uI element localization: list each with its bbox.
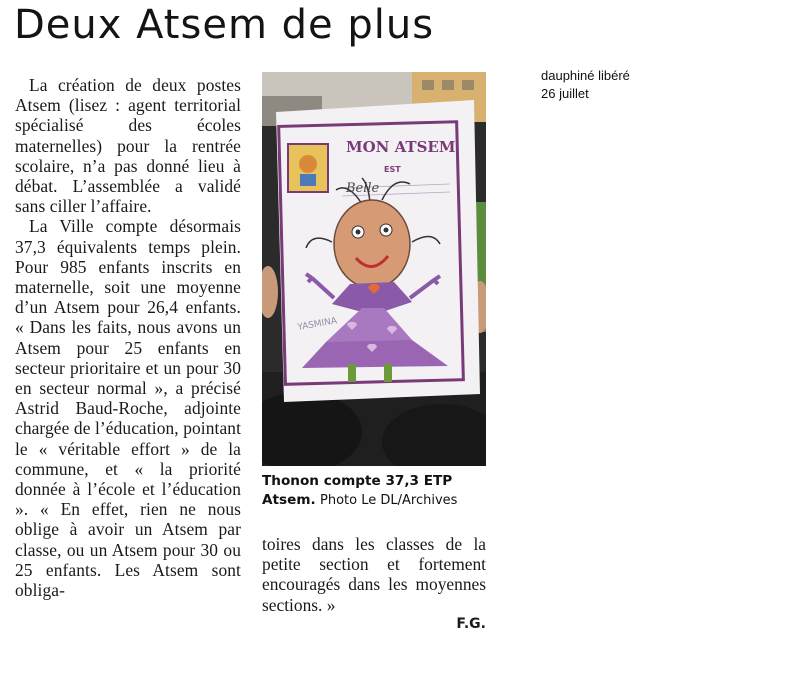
- article-signature: F.G.: [456, 616, 486, 632]
- caption-credit: Photo Le DL/Archives: [320, 493, 458, 508]
- drawing-title: MON ATSEM: [346, 138, 456, 156]
- article-continuation: toires dans les classes de la petite section et fortement encouragés dans les moyennes sections. »: [262, 534, 486, 615]
- article-headline: Deux Atsem de plus: [14, 2, 435, 48]
- article-body-column-left: [15, 75, 241, 600]
- drawing-word: Belle: [346, 181, 380, 196]
- source-note: [541, 67, 630, 103]
- article-paragraph-1: La création de deux postes Atsem (lisez : agent territorial spécialisé des écoles maternelles) pour la rentrée scolaire, n’a pas donné lieu à débat. L’assemblée a validé sans ciller l’affaire.: [15, 75, 241, 217]
- photo-caption: [262, 472, 492, 510]
- article-paragraph-2: La Ville compte désormais 37,3 équivalents temps plein. Pour 985 enfants inscrits en maternelle, soit une moyenne d’un Atsem pour 26,4 enfants. « Dans les faits, nous avons un Atsem pour 25 enfants en secteur prioritaire et un pour 30 en secteur normal », a précisé Astrid Baud-Roche, adjointe chargée de l’éducation, pointant le « véritable effort » de la commune, et « la priorité donnée à l’école et l’éducation ». « En effet, rien ne nous oblige à avoir un Atsem par classe, ou un Atsem pour 30 ou 25 enfants. Les Atsem sont obliga-: [15, 216, 241, 601]
- article-body-column-right: [262, 534, 486, 615]
- article-photo: [262, 72, 486, 466]
- child-drawing-photo: [262, 72, 486, 466]
- source-publication: dauphiné libéré: [541, 68, 630, 83]
- drawing-child-name: YASMINA: [296, 316, 338, 333]
- caption-headline: Thonon compte 37,3 ETP Atsem.: [262, 473, 453, 508]
- drawing-subtitle: EST: [384, 165, 401, 174]
- source-date: 26 juillet: [541, 86, 589, 101]
